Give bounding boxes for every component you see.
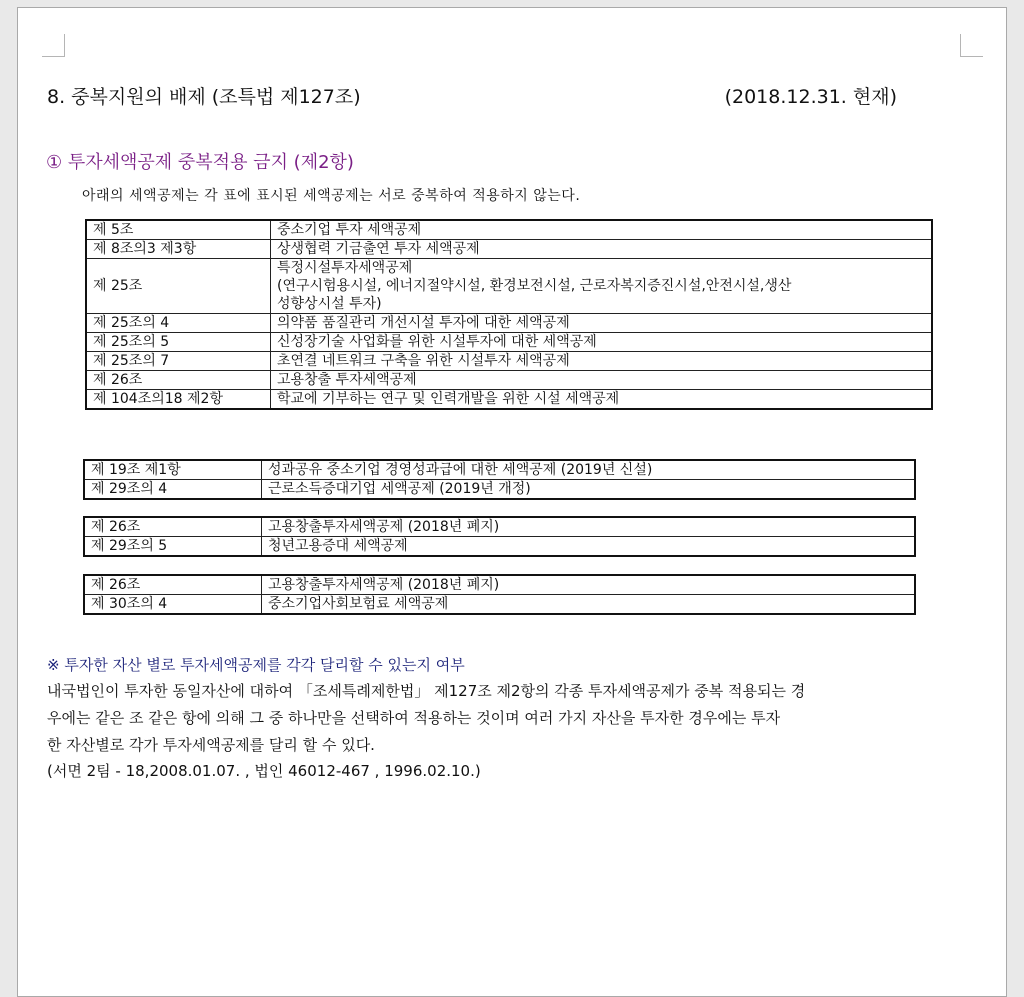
note-reference: (서면 2팀 - 18,2008.01.07. , 법인 46012-467 , 1996.02.10.): [47, 762, 481, 780]
table-row: [84, 480, 915, 500]
description-cell: 청년고용증대 세액공제: [262, 537, 916, 557]
table-row: [86, 259, 932, 314]
article-cell: 제 30조의 4: [84, 595, 262, 615]
description-cell: 중소기업 투자 세액공제: [271, 220, 933, 240]
article-cell: 제 8조의3 제3항: [86, 240, 271, 259]
table-row: [86, 333, 932, 352]
description-cell: 고용창출투자세액공제 (2018년 폐지): [262, 517, 916, 537]
subsection-title: ① 투자세액공제 중복적용 금지 (제2항): [46, 152, 354, 173]
heading-title: 8. 중복지원의 배제 (조특법 제127조): [47, 86, 361, 108]
description-cell: 초연결 네트워크 구축을 위한 시설투자 세액공제: [271, 352, 933, 371]
note-paragraph: [47, 678, 927, 759]
article-cell: 제 19조 제1항: [84, 460, 262, 480]
table-row: [86, 240, 932, 259]
description-cell: 학교에 기부하는 연구 및 인력개발을 위한 시설 세액공제: [271, 390, 933, 410]
description-cell: 근로소득증대기업 세액공제 (2019년 개정): [262, 480, 916, 500]
note-line: 한 자산별로 각가 투자세액공제를 달리 할 수 있다.: [47, 736, 375, 754]
table-row: [86, 371, 932, 390]
table-row: [86, 390, 932, 410]
article-cell: 제 25조의 4: [86, 314, 271, 333]
table-row: [86, 220, 932, 240]
description-line: (연구시험용시설, 에너지절약시설, 환경보전시설, 근로자복지증진시설,안전시설,생산: [277, 278, 792, 294]
deduction-table-2: [83, 459, 916, 500]
description-cell: 성과공유 중소기업 경영성과급에 대한 세액공제 (2019년 신설): [262, 460, 916, 480]
article-cell: 제 104조의18 제2항: [86, 390, 271, 410]
article-cell: 제 29조의 5: [84, 537, 262, 557]
description-cell: 의약품 품질관리 개선시설 투자에 대한 세액공제: [271, 314, 933, 333]
section-heading: [47, 82, 897, 109]
table-row: [86, 352, 932, 371]
table-row: [84, 517, 915, 537]
table-row: [84, 537, 915, 557]
article-cell: 제 29조의 4: [84, 480, 262, 500]
heading-date: (2018.12.31. 현재): [724, 86, 897, 108]
deduction-table-4: [83, 574, 916, 615]
article-cell: 제 25조: [86, 259, 271, 314]
table-row: [84, 460, 915, 480]
article-cell: 제 25조의 5: [86, 333, 271, 352]
description-line: 성향상시설 투자): [277, 296, 382, 312]
table-row: [86, 314, 932, 333]
subsection-description: 아래의 세액공제는 각 표에 표시된 세액공제는 서로 중복하여 적용하지 않는다.: [82, 188, 581, 204]
deduction-table-3: [83, 516, 916, 557]
margin-mark-top-right: [960, 34, 983, 57]
note-line: 우에는 같은 조 같은 항에 의해 그 중 하나만을 선택하여 적용하는 것이며 여러 가지 자산을 투자한 경우에는 투자: [47, 709, 781, 727]
description-cell: 중소기업사회보험료 세액공제: [262, 595, 916, 615]
deduction-table-1: [85, 219, 933, 410]
description-cell: 고용창출투자세액공제 (2018년 폐지): [262, 575, 916, 595]
description-line: 특정시설투자세액공제: [277, 260, 413, 276]
description-cell: 신성장기술 사업화를 위한 시설투자에 대한 세액공제: [271, 333, 933, 352]
table-row: [84, 595, 915, 615]
margin-mark-top-left: [42, 34, 65, 57]
description-cell: [271, 259, 933, 314]
article-cell: 제 26조: [86, 371, 271, 390]
article-cell: 제 26조: [84, 517, 262, 537]
article-cell: 제 25조의 7: [86, 352, 271, 371]
description-cell: 상생협력 기금출연 투자 세액공제: [271, 240, 933, 259]
note-title: ※ 투자한 자산 별로 투자세액공제를 각각 달리할 수 있는지 여부: [47, 656, 465, 674]
description-cell: 고용창출 투자세액공제: [271, 371, 933, 390]
article-cell: 제 5조: [86, 220, 271, 240]
article-cell: 제 26조: [84, 575, 262, 595]
note-line: 내국법인이 투자한 동일자산에 대하여 「조세특례제한법」 제127조 제2항의 각종 투자세액공제가 중복 적용되는 경: [47, 682, 806, 700]
table-row: [84, 575, 915, 595]
